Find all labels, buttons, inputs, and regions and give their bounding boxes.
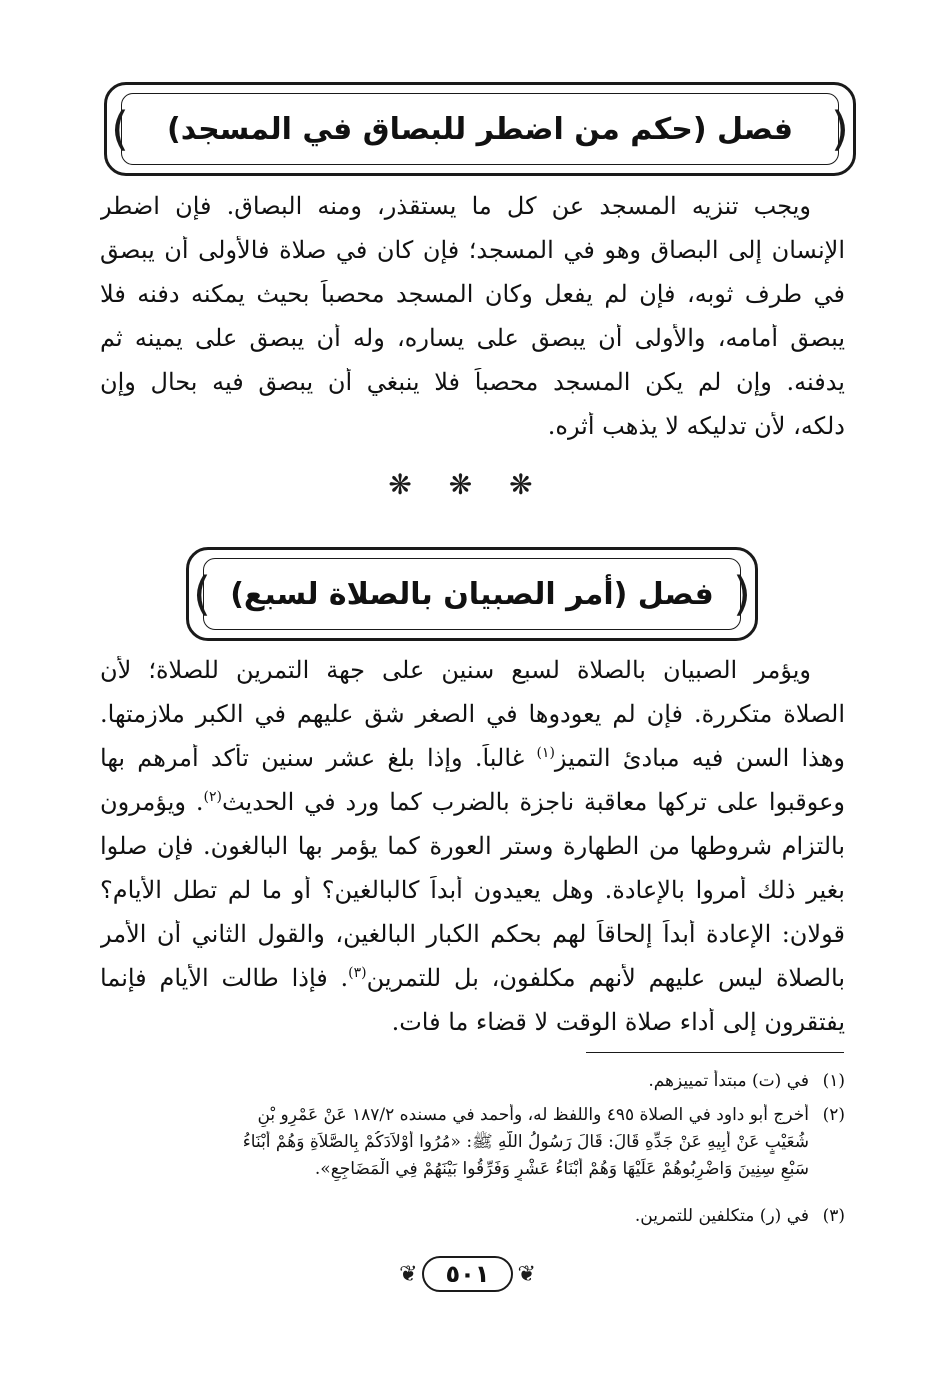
bracket-ornament-icon: ) [733,567,751,621]
section-title-frame [186,547,758,641]
paragraph-line: بالتزام شروطها من الطهارة وستر العورة كما يؤمر بها البالغون. فإن صلوا [100,832,845,860]
paragraph-line: ويجب تنزيه المسجد عن كل ما يستقذر، ومنه البصاق. فإن اضطر [100,192,811,220]
flourish-icon: ❦ [399,1261,418,1287]
section-title: فصل (حكم من اضطر للبصاق في المسجد) [167,111,793,147]
paragraph-line: دلكه، لأن تدليكه لا يذهب أثره. [547,412,845,440]
footnote: (٢)أخرج أبو داود في الصلاة ٤٩٥ واللفظ له، وأحمد في مسنده ١٨٧/٢ عَنْ عَمْرِو بْنِ [257,1105,845,1125]
bracket-ornament-icon: ( [111,102,129,156]
paragraph-line: قولان: الإعادة أبداً إلحاقاً لهم بحكم الكبار البالغين، والقول الثاني أن الأمر [100,920,845,948]
bracket-ornament-icon: ( [193,567,211,621]
page-number: ٥٠١ [422,1256,514,1292]
footnote-continuation: سَبْعِ سِنِينَ وَاضْرِبُوهُمْ عَلَيْهَا وَهُمْ أَبْنَاءُ عَشْرٍ وَفَرِّقُوا بَيْنَهُمْ فِي الْمَضَاجِعِ». [314,1159,809,1179]
section-title-frame [104,82,856,176]
footnote-divider [586,1052,844,1053]
paragraph-line: الصلاة متكررة. فإن لم يعودوها في الصغر شق عليهم في الكبر ملازمتها. [100,700,845,728]
flourish-icon: ❦ [517,1261,536,1287]
paragraph-line: يدفنه. وإن لم يكن المسجد محصباً فلا ينبغي أن يبصق فيه بحال وإن [100,368,845,396]
divider-stars-icon: ❋ ❋ ❋ [388,468,547,501]
footnote-ref[interactable]: (١) [536,745,555,761]
paragraph-line: وعوقبوا على تركها معاقبة ناجزة بالضرب كما ورد في الحديث$^{(٢)}$. ويؤمرون [100,788,845,816]
paragraph-line: يفتقرون إلى أداء صلاة الوقت لا قضاء ما فات. [391,1008,845,1036]
footnote: (٣)في (ر) متكلفين للتمرين. [634,1206,845,1226]
section-title: فصل (أمر الصبيان بالصلاة لسبع) [230,576,714,612]
footnote-continuation: شُعَيْبٍ عَنْ أَبِيهِ عَنْ جَدِّهِ قَالَ: قَالَ رَسُولُ اللَّهِ ﷺ: «مُرُوا أَوْلاَدَكُمْ بِالصَّلاَةِ وَهُمْ أَبْنَاءُ [242,1132,809,1152]
footnote-ref[interactable]: (٣) [348,965,367,981]
paragraph-line: يبصق أمامه، والأولى أن يبصق على يساره، وله أن يبصق على يمينه ثم [100,324,845,352]
footnote-ref[interactable]: (٢) [203,789,222,805]
paragraph-line: الإنسان إلى البصاق وهو في المسجد؛ فإن كان في صلاة فالأولى أن يبصق [100,236,845,264]
paragraph-line: في طرف ثوبه، فإن لم يفعل وكان المسجد محصباً بحيث يمكنه دفنه فلا [100,280,845,308]
paragraph-line: ويؤمر الصبيان بالصلاة لسبع سنين على جهة التمرين للصلاة؛ لأن [100,656,811,684]
footnote: (١)في (ت) مبتدأ تمييزهم. [648,1071,845,1091]
bracket-ornament-icon: ) [831,102,849,156]
paragraph-line: بغير ذلك أمروا بالإعادة. وهل يعيدون أبداً كالبالغين؟ أو ما لم تطل الأيام؟ [100,876,845,904]
paragraph-line: وهذا السن فيه مبادئ التميز$^{(١)}$ غالباً. وإذا بلغ عشر سنين تأكد أمرهم بها [100,744,845,772]
page-number-block [0,1256,935,1292]
paragraph-line: بالصلاة ليس عليهم لأنهم مكلفون، بل للتمرين$^{(٣)}$. فإذا طالت الأيام فإنما [100,964,845,992]
